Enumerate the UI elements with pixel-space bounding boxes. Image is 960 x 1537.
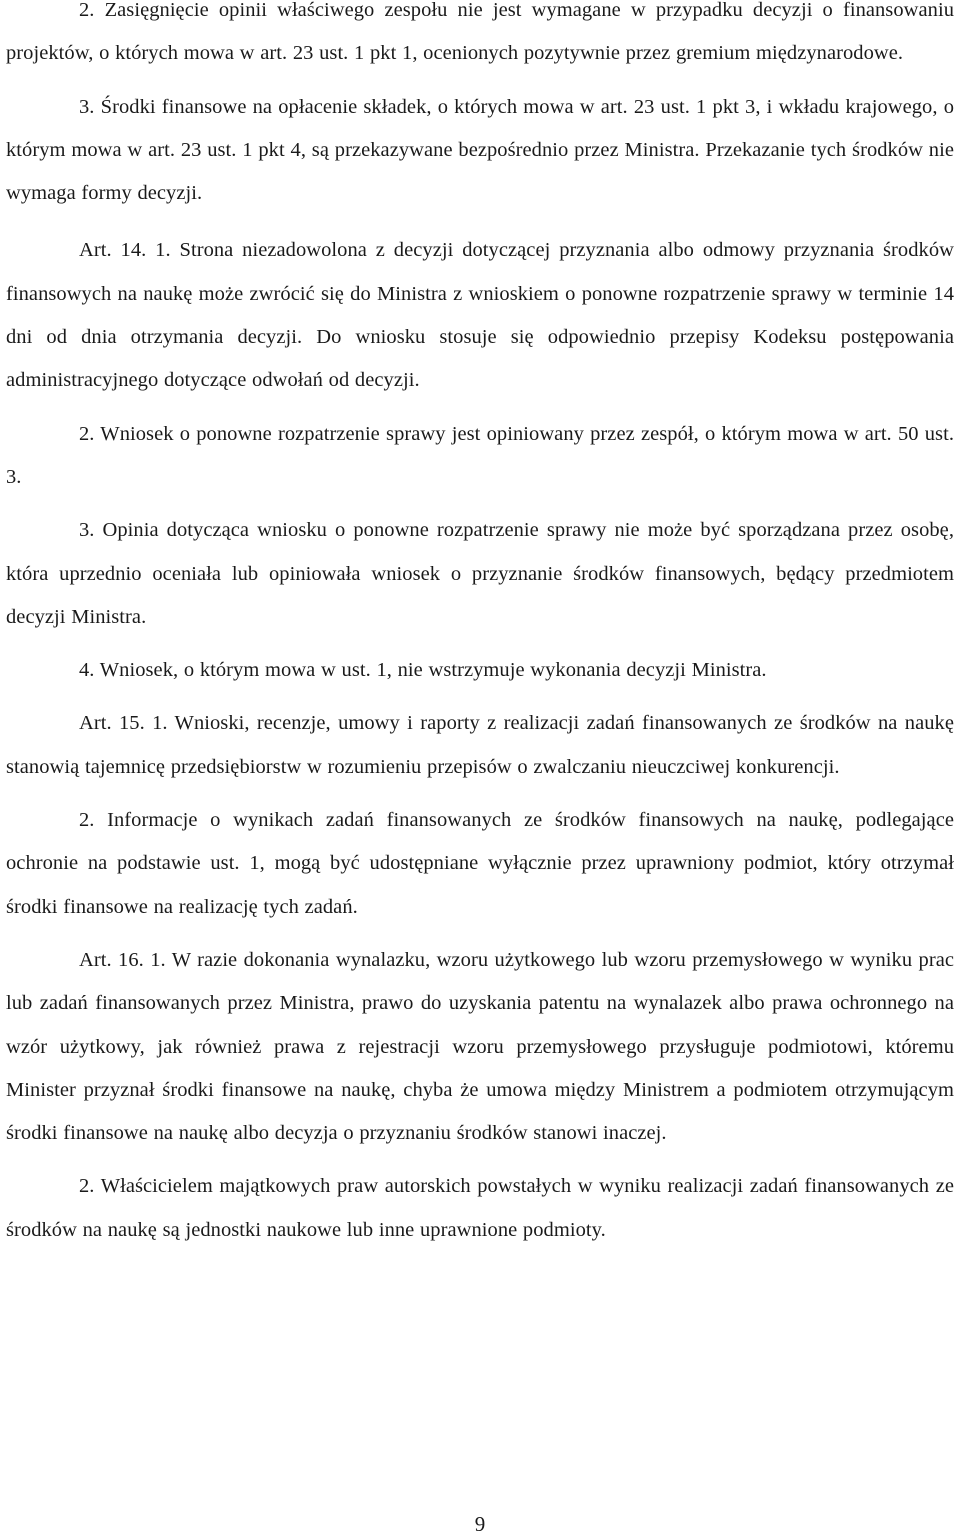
paragraph-art14-ust2: 2. Wniosek o ponowne rozpatrzenie sprawy jest opiniowany przez zespół, o którym mowa w art. 50 ust. 3. bbox=[6, 422, 954, 488]
paragraph-art14-ust3: 3. Opinia dotycząca wniosku o ponowne rozpatrzenie sprawy nie może być sporządzana przez osobę, która uprzednio oceniała lub opiniowała wniosek o przyznanie środków finansowych, będący przedmiotem decyzji Ministra. bbox=[6, 519, 954, 628]
paragraph-art14-ust1: Art. 14. 1. Strona niezadowolona z decyzji dotyczącej przyznania albo odmowy przyznania środków finansowych na naukę może zwrócić się do Ministra z wnioskiem o ponowne rozpatrzenie sprawy w terminie 14 dni od dnia otrzymania decyzji. Do wniosku stosuje się odpowiednio przepisy Kodeksu postępowania administracyjnego dotyczące odwołań od decyzji. bbox=[6, 239, 954, 392]
paragraph-art13-ust3: 3. Środki finansowe na opłacenie składek, o których mowa w art. 23 ust. 1 pkt 3, i wkładu krajowego, o którym mowa w art. 23 ust. 1 pkt 4, są przekazywane bezpośrednio przez Ministra. Przekazanie tych środków nie wymaga formy decyzji. bbox=[6, 95, 954, 205]
paragraph-art13-ust2: 2. Zasięgnięcie opinii właściwego zespołu nie jest wymagane w przypadku decyzji o finansowaniu projektów, o których mowa w art. 23 ust. 1 pkt 1, ocenionych pozytywnie przez gremium międzynarodowe. bbox=[6, 0, 954, 65]
paragraph-art16-ust2: 2. Właścicielem majątkowych praw autorskich powstałych w wyniku realizacji zadań finansowanych ze środków na naukę są jednostki naukowe lub inne uprawnione podmioty. bbox=[6, 1175, 954, 1241]
paragraph-art15-ust1: Art. 15. 1. Wnioski, recenzje, umowy i raporty z realizacji zadań finansowanych ze środków na naukę stanowią tajemnicę przedsiębiorstw w rozumieniu przepisów o zwalczaniu nieuczciwej konkurencji. bbox=[6, 712, 954, 778]
page-number: 9 bbox=[474, 1512, 486, 1536]
document-page bbox=[6, 0, 954, 1252]
paragraph-art16-ust1: Art. 16. 1. W razie dokonania wynalazku, wzoru użytkowego lub wzoru przemysłowego w wyniku prac lub zadań finansowanych przez Ministra, prawo do uzyskania patentu na wynalazek albo prawa ochronnego na wzór użytkowy, jak również prawa z rejestracji wzoru przemysłowego przysługuje podmiotowi, któremu Minister przyznał środki finansowe na naukę, chyba że umowa między Ministrem a podmiotem otrzymującym środki finansowe na naukę albo decyzja o przyznaniu środków stanowi inaczej. bbox=[6, 948, 954, 1145]
paragraph-art15-ust2: 2. Informacje o wynikach zadań finansowanych ze środków finansowych na naukę, podlegające ochronie na podstawie ust. 1, mogą być udostępniane wyłącznie przez uprawniony podmiot, który otrzymał środki finansowe na realizację tych zadań. bbox=[6, 809, 954, 918]
paragraph-art14-ust4: 4. Wniosek, o którym mowa w ust. 1, nie wstrzymuje wykonania decyzji Ministra. bbox=[79, 659, 767, 682]
